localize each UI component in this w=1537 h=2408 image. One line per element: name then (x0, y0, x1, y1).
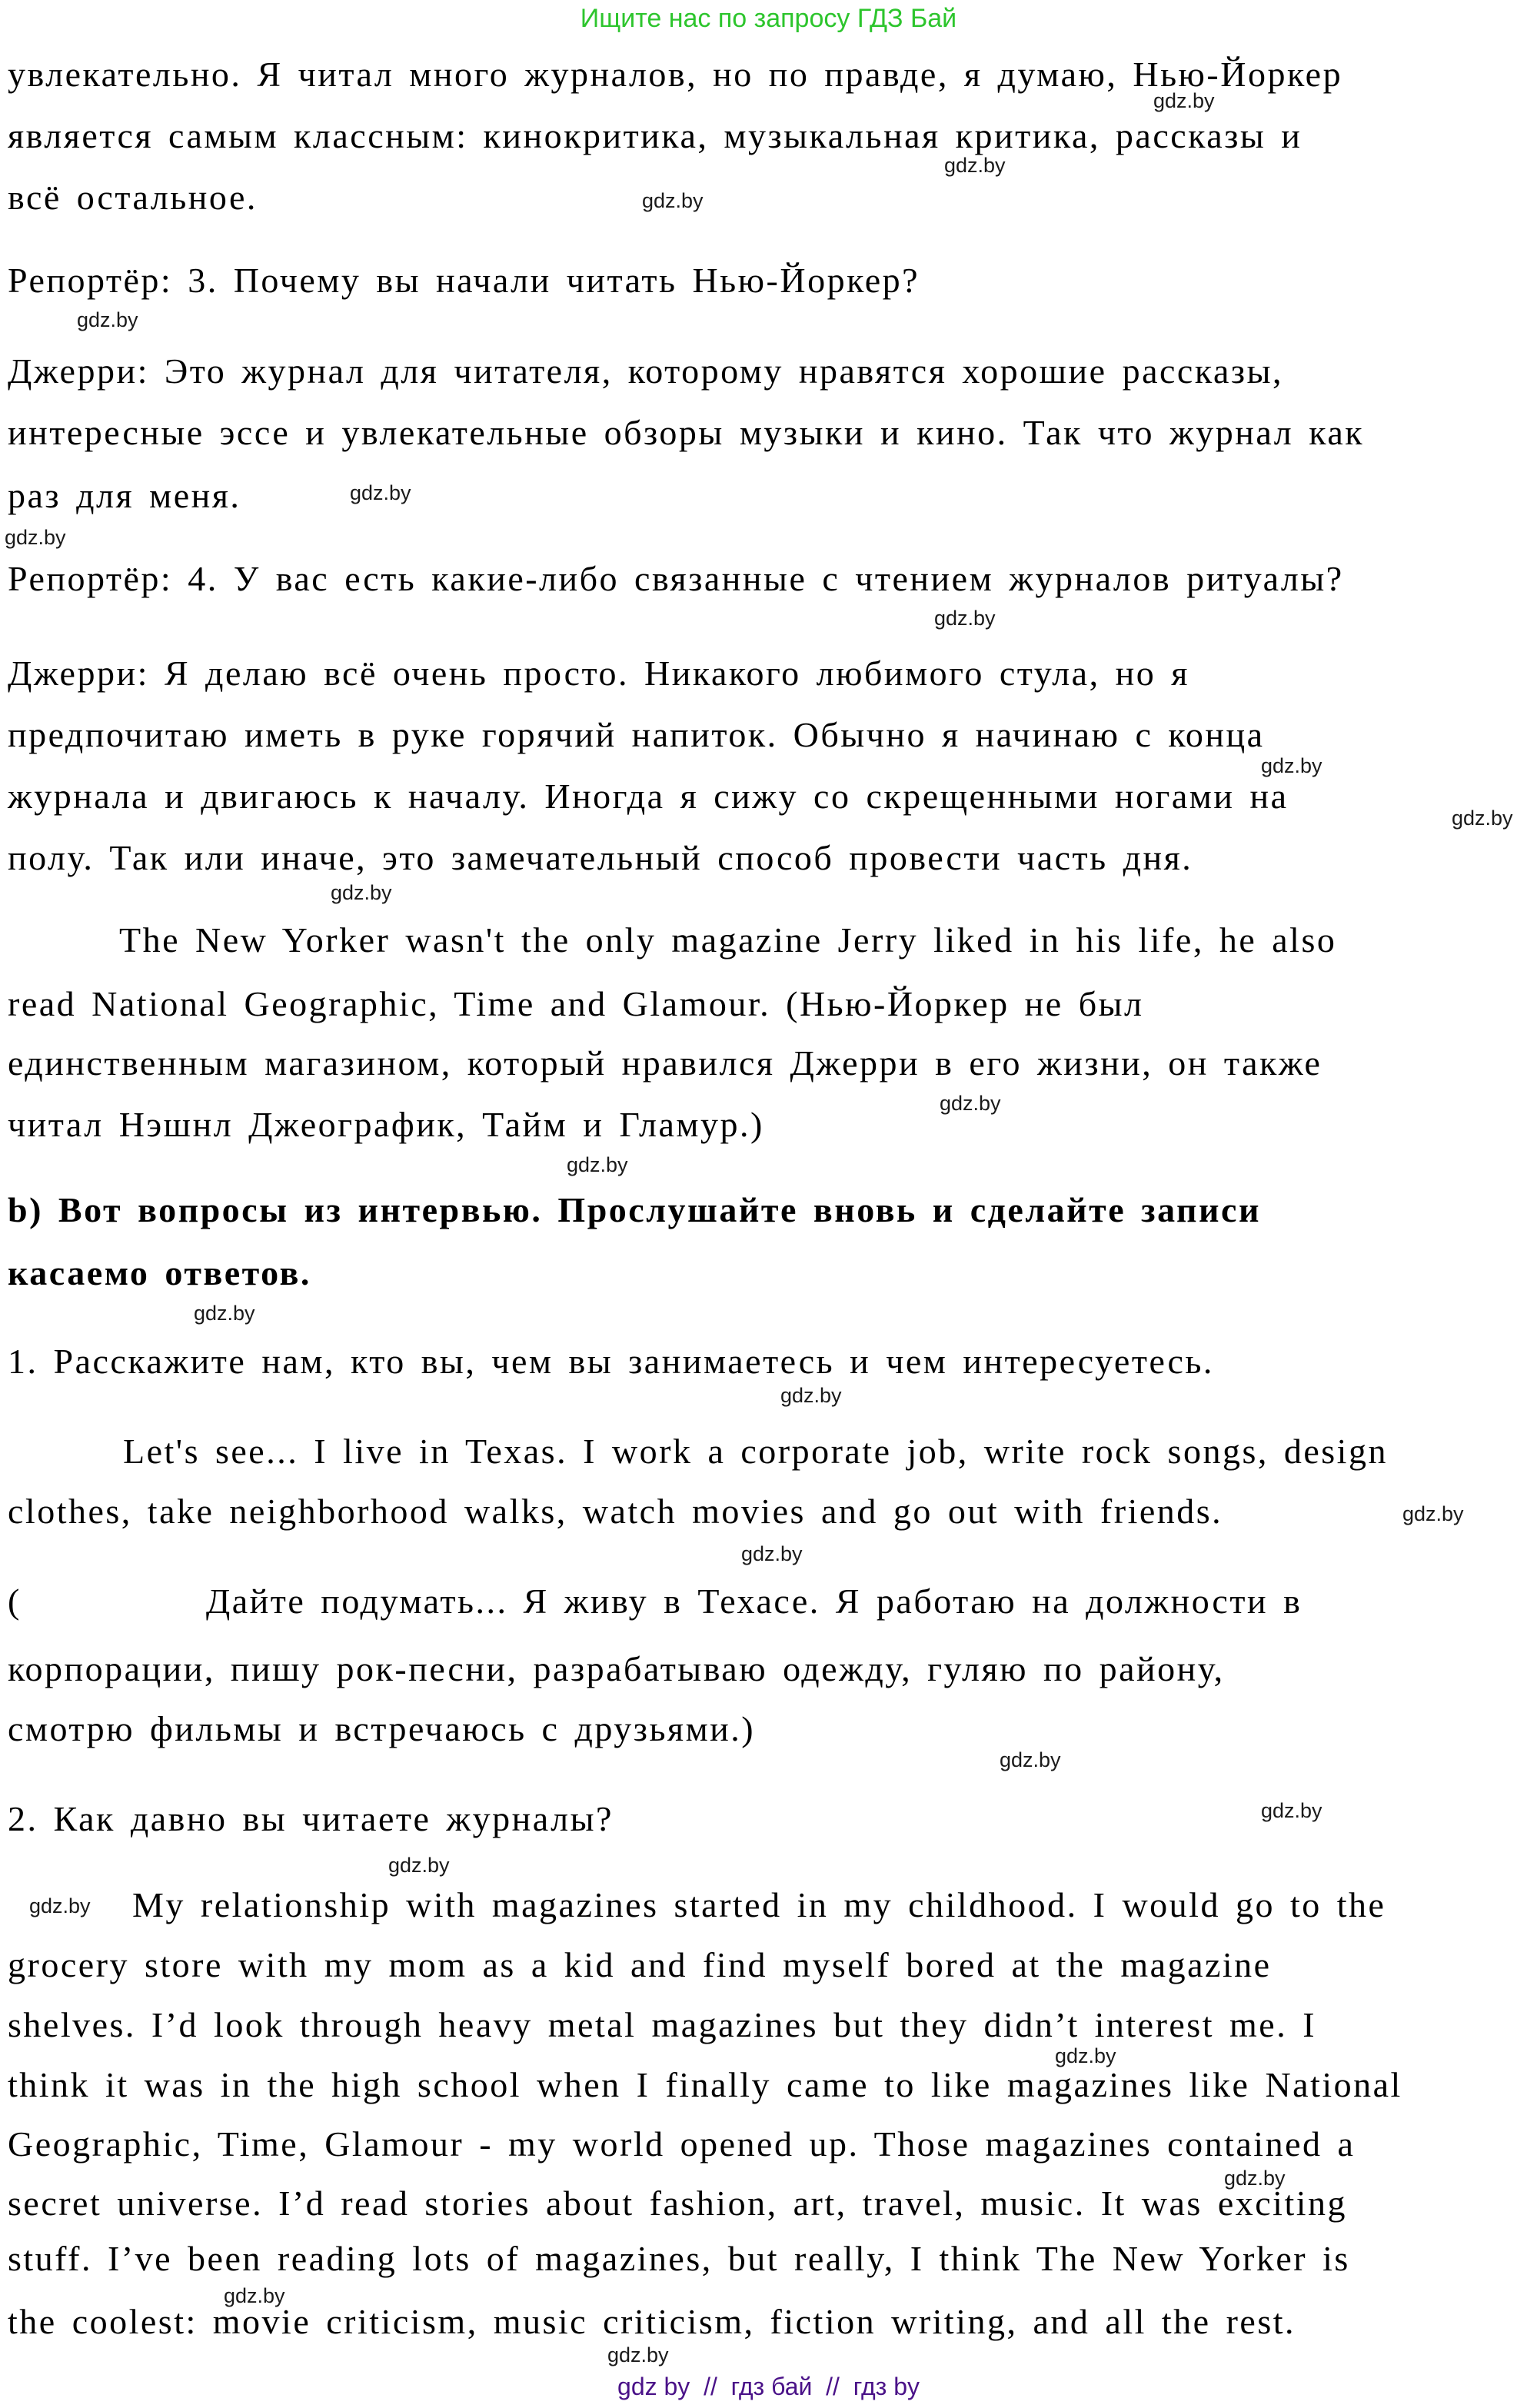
gdz-watermark: gdz.by (331, 881, 392, 904)
text-line: Репортёр: 3. Почему вы начали читать Нью-Йоркер? (8, 261, 920, 300)
gdz-watermark: gdz.by (642, 189, 704, 212)
text-line: увлекательно. Я читал много журналов, но по правде, я думаю, Нью-Йоркер (8, 55, 1343, 94)
text-line: предпочитаю иметь в руке горячий напиток. Обычно я начинаю с конца (8, 715, 1265, 754)
text-line: My relationship with magazines started in my childhood. I would go to the (132, 1885, 1386, 1924)
text-line: shelves. I’d look through heavy metal magazines but they didn’t interest me. I (8, 2005, 1317, 2044)
gdz-watermark: gdz.by (77, 308, 138, 331)
text-line: Let's see... I live in Texas. I work a corporate job, write rock songs, design (123, 1432, 1388, 1471)
gdz-watermark: gdz.by (1055, 2044, 1116, 2067)
text-line: читал Нэшнл Джеографик, Тайм и Гламур.) (8, 1105, 764, 1144)
text-line: Джерри: Это журнал для читателя, которому нравятся хорошие рассказы, (8, 351, 1283, 391)
gdz-watermark: gdz.by (194, 1302, 255, 1325)
gdz-watermark: gdz.by (1452, 807, 1513, 830)
text-line: think it was in the high school when I finally came to like magazines like National (8, 2065, 1402, 2104)
gdz-watermark: gdz.by (944, 154, 1006, 177)
text-line: корпорации, пишу рок-песни, разрабатываю одежду, гуляю по району, (8, 1649, 1225, 1688)
promo-header: Ищите нас по запросу ГДЗ Бай (580, 4, 957, 33)
gdz-watermark: gdz.by (29, 1894, 91, 1917)
text-line: b) Вот вопросы из интервью. Прослушайте вновь и сделайте записи (8, 1190, 1261, 1229)
text-line: журнала и двигаюсь к началу. Иногда я сижу со скрещенными ногами на (8, 777, 1289, 816)
gdz-watermark: gdz.by (350, 481, 411, 504)
text-line: Джерри: Я делаю всё очень просто. Никакого любимого стула, но я (8, 654, 1189, 693)
text-line: единственным магазином, который нравился Джерри в его жизни, он также (8, 1043, 1322, 1083)
gdz-watermark: gdz.by (780, 1384, 842, 1407)
text-line: всё остальное. (8, 178, 258, 217)
text-line: интересные эссе и увлекательные обзоры музыки и кино. Так что журнал как (8, 413, 1365, 452)
text-line: Geographic, Time, Glamour - my world opened up. Those magazines contained a (8, 2124, 1356, 2164)
text-line: раз для меня. (8, 476, 241, 515)
gdz-watermark: gdz.by (388, 1854, 450, 1877)
text-line: ( Дайте подумать... Я живу в Техасе. Я работаю на должности в (8, 1581, 1302, 1621)
text-line: смотрю фильмы и встречаюсь с друзьями.) (8, 1709, 756, 1748)
text-line: Репортёр: 4. У вас есть какие-либо связанные с чтением журналов ритуалы? (8, 559, 1344, 598)
text-line: 1. Расскажите нам, кто вы, чем вы занимаетесь и чем интересуетесь. (8, 1342, 1214, 1381)
gdz-watermark: gdz.by (1402, 1502, 1464, 1525)
text-line: The New Yorker wasn't the only magazine Jerry liked in his life, he also (119, 920, 1337, 960)
gdz-watermark: gdz.by (607, 2343, 669, 2366)
text-line: secret universe. I’d read stories about fashion, art, travel, music. It was exciting (8, 2183, 1348, 2223)
gdz-watermark: gdz.by (934, 607, 996, 630)
text-line: является самым классным: кинокритика, музыкальная критика, рассказы и (8, 116, 1302, 155)
text-line: полу. Так или иначе, это замечательный способ провести часть дня. (8, 838, 1193, 877)
gdz-watermark: gdz.by (741, 1542, 803, 1565)
footer-links: gdz by // гдз бай // гдз by (617, 2373, 920, 2400)
gdz-watermark: gdz.by (1000, 1748, 1061, 1771)
gdz-watermark: gdz.by (567, 1153, 628, 1176)
text-line: clothes, take neighborhood walks, watch movies and go out with friends. (8, 1492, 1223, 1531)
gdz-watermark: gdz.by (1224, 2167, 1286, 2190)
text-line: the coolest: movie criticism, music criticism, fiction writing, and all the rest. (8, 2302, 1296, 2341)
gdz-watermark: gdz.by (1153, 89, 1215, 112)
text-line: stuff. I’ve been reading lots of magazines, but really, I think The New Yorker is (8, 2239, 1350, 2278)
text-line: касаемо ответов. (8, 1253, 311, 1292)
text-line: read National Geographic, Time and Glamour. (Нью-Йоркер не был (8, 984, 1144, 1023)
gdz-watermark: gdz.by (224, 2284, 285, 2307)
gdz-watermark: gdz.by (1261, 754, 1322, 777)
gdz-watermark: gdz.by (940, 1092, 1001, 1115)
gdz-watermark: gdz.by (1261, 1799, 1322, 1822)
text-line: grocery store with my mom as a kid and find myself bored at the magazine (8, 1945, 1272, 1984)
gdz-watermark: gdz.by (5, 526, 66, 549)
text-line: 2. Как давно вы читаете журналы? (8, 1799, 614, 1838)
